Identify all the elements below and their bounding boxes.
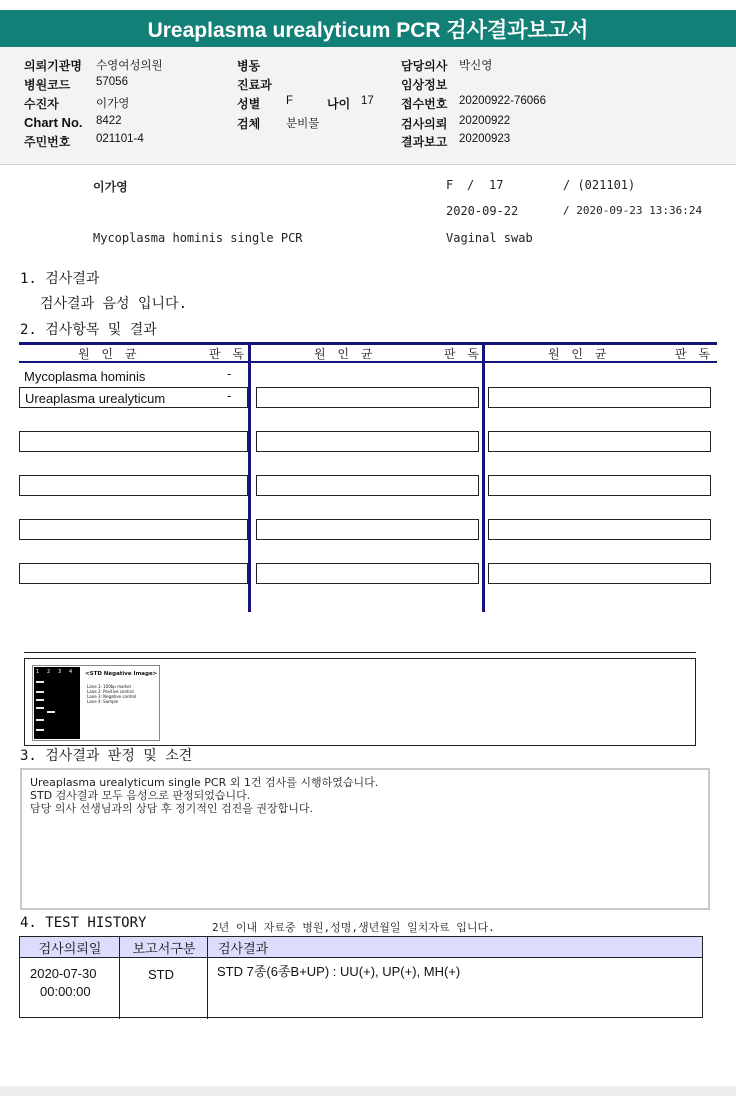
request-value: 20200922 [459,115,511,127]
result-cell [256,519,479,540]
result-cell [488,563,711,584]
gel-band [36,681,44,683]
gel-band [36,707,44,709]
result-cell [488,387,711,408]
history-table [19,936,703,1018]
section1-result-text: 검사결과 음성 입니다. [40,296,188,312]
opinion-box [20,768,710,910]
code-value: 57056 [96,76,128,88]
report-title-text: Ureaplasma urealyticum PCR 검사결과보고서 [147,18,589,42]
history-divider [207,937,208,1019]
clinical-label: 임상정보 [401,78,448,92]
result-cell [488,475,711,496]
image-lane-text: Lane 4: Sample [87,699,119,704]
gel-band [36,719,44,721]
result-cell [19,475,248,496]
code-label: 병원코드 [24,78,71,92]
hospital-value: 수영여성의원 [96,60,163,72]
result-cell [256,563,479,584]
gel-electrophoresis-image [34,667,80,739]
result-cell [488,431,711,452]
hospital-label: 의뢰기관명 [24,59,82,73]
history-header-result: 검사결과 [208,937,702,958]
result-cell [19,431,248,452]
section1-heading: 1. 검사결과 [20,271,100,287]
gel-band [36,691,44,693]
history-time: 00:00:00 [40,984,91,999]
col1-organism-header: 원 인 균 [78,347,141,361]
opinion-line: STD 검사결과 모두 음성으로 판정되었습니다. [30,789,251,802]
dept-label: 진료과 [237,78,272,92]
section3-heading: 3. 검사결과 판정 및 소견 [20,748,193,764]
chart-value: 8422 [96,115,122,127]
report-value: 20200923 [459,133,511,145]
organism-name: Ureaplasma urealyticum [25,391,166,406]
gel-band [47,711,55,713]
report-label: 결과보고 [401,135,448,149]
history-header-date: 검사의뢰일 [20,937,120,958]
organism-result: - [227,367,232,381]
organism-result: - [227,389,232,403]
summary-test-name: Mycoplasma hominis single PCR [93,231,303,245]
request-label: 검사의뢰 [401,117,448,131]
summary-birth: / (021101) [563,178,636,192]
doctor-label: 담당의사 [401,59,448,73]
specimen-label: 검체 [237,117,261,131]
summary-separator: / [467,178,475,192]
summary-age: 17 [489,178,504,192]
report-title [0,10,736,47]
sex-value: F [286,95,294,107]
history-type: STD [148,967,174,982]
result-cell [256,475,479,496]
summary-sex: F [446,178,454,192]
section4-heading: 4. TEST HISTORY [20,915,147,931]
result-cell [19,563,248,584]
receipt-value: 20200922-76066 [459,95,546,107]
gel-band [36,729,44,731]
image-lane-text: Lane 1: 100bp marker [87,684,132,689]
ward-label: 병동 [237,59,261,73]
receipt-label: 접수번호 [401,97,448,111]
patient-value: 이가영 [96,98,130,110]
age-label: 나이 [327,97,351,111]
col3-organism-header: 원 인 균 [548,347,611,361]
gel-band [36,699,44,701]
history-date: 2020-07-30 [30,966,97,981]
col2-organism-header: 원 인 균 [314,347,377,361]
image-caption-title: <STD Negative Image> [85,671,158,677]
image-lane-text: Lane 3: Negative control [87,694,137,699]
patient-info-panel [0,47,736,165]
result-cell [256,387,479,408]
id-label: 주민번호 [24,135,71,149]
result-cell [19,519,248,540]
results-table-divider-1 [248,342,251,612]
sex-label: 성별 [237,97,261,111]
col1-result-header: 판 독 [209,347,248,361]
summary-request-date: 2020-09-22 [446,204,519,218]
history-result: STD 7종(6종B+UP) : UU(+), UP(+), MH(+) [217,964,461,979]
image-top-rule [24,652,696,653]
section2-heading: 2. 검사항목 및 결과 [20,322,157,338]
image-lane-text: Lane 2: Positive control [87,689,134,694]
result-cell [256,431,479,452]
patient-label: 수진자 [24,97,59,111]
summary-specimen: Vaginal swab [446,231,533,245]
age-value: 17 [361,95,374,107]
opinion-line: Ureaplasma urealyticum single PCR 외 1건 검사를 시행하였습니다. [30,776,379,789]
summary-report-datetime: / 2020-09-23 13:36:24 [563,204,703,217]
history-note: 2년 이내 자료중 병원,성명,생년월일 일치자료 입니다. [212,921,495,934]
specimen-value: 분비물 [286,118,320,130]
col3-result-header: 판 독 [675,347,714,361]
page-bottom-band [0,1086,736,1096]
history-header-type: 보고서구분 [120,937,208,958]
lane-number: 3 [58,669,62,675]
organism-name: Mycoplasma hominis [24,369,146,384]
opinion-line: 담당 의사 선생님과의 상담 후 정기적인 검진을 권장합니다. [30,802,313,815]
result-cell [488,519,711,540]
summary-name: 이가영 [93,180,128,194]
doctor-value: 박신영 [459,60,493,72]
lane-number: 2 [47,669,51,675]
lane-number: 1 [36,669,40,675]
chart-label: Chart No. [24,115,83,130]
col2-result-header: 판 독 [444,347,483,361]
history-divider [119,937,120,1019]
results-table-divider-2 [482,342,485,612]
lane-number: 4 [69,669,73,675]
id-value: 021101-4 [96,133,144,145]
